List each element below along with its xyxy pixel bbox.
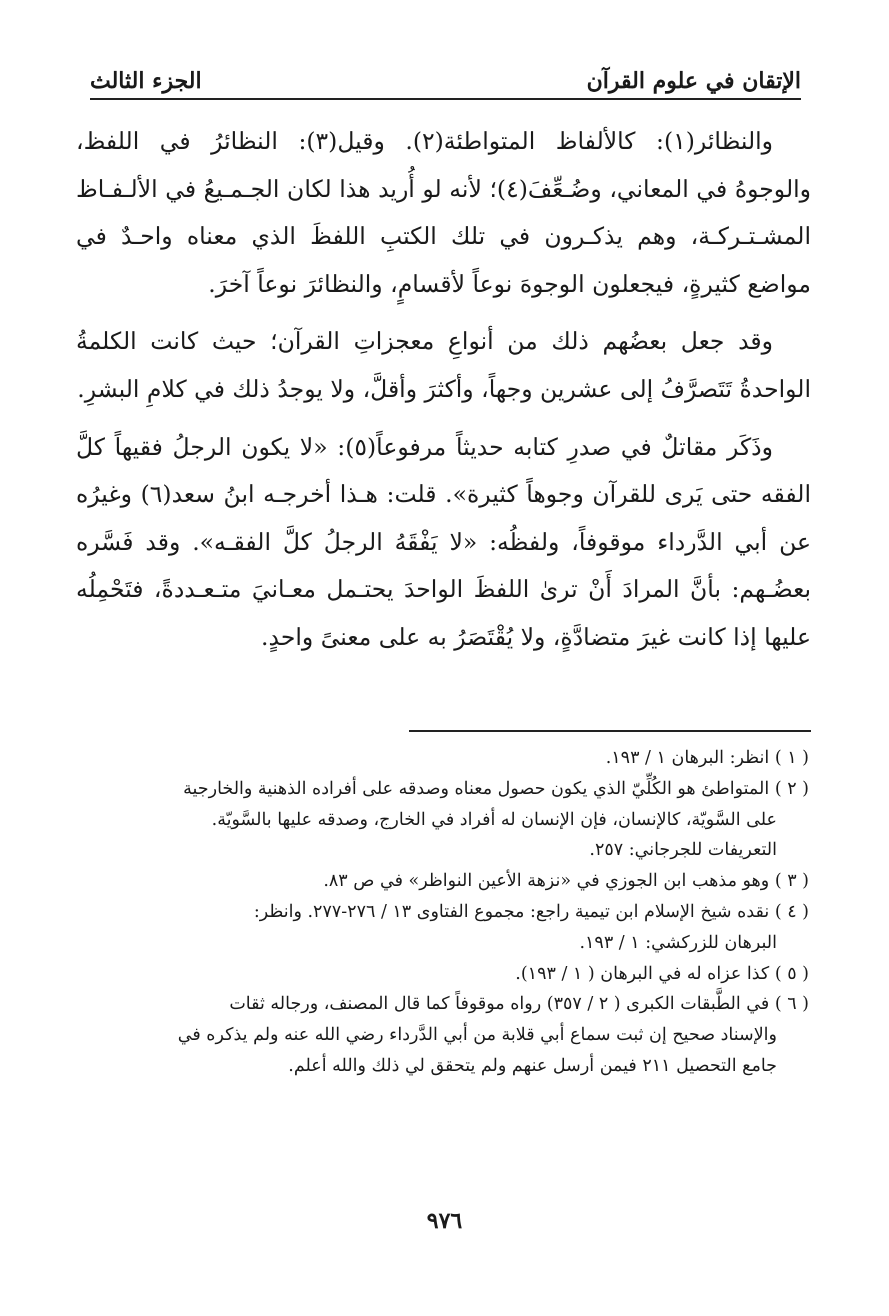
footnote-text: المتواطئ هو الكُلِّيّ الذي يكون حصول معناه وصدقه على أفراده الذهنية والخارجية xyxy=(183,778,770,799)
footnote xyxy=(102,866,809,897)
paragraph: والنظائر(١): كالألفاظ المتواطئة(٢). وقيل(٣): النظائرُ في اللفظ، والوجوهُ في المعاني، وضُـعِّفَ(٤)؛ لأنه لو أُريد هذا لكان الجـمـيعُ في الألـفـاظ المشـتـركـة، وهم يذكـرون في تلك الكتبِ اللفظَ الذي معناه واحـدٌ في مواضع كثيرةٍ، فيجعلون الوجوهَ نوعاً لأقسامٍ، والنظائرَ نوعاً آخرَ. xyxy=(76,127,811,298)
page-number: ٩٧٦ xyxy=(426,1208,463,1234)
footnote-number: ( ٦ ) xyxy=(774,994,809,1015)
footnote xyxy=(102,774,809,866)
footnote-text: انظر: البرهان ١ / ١٩٣. xyxy=(605,748,770,768)
footnote-continuation: جامع التحصيل ٢١١ فيمن أرسل عنهم ولم يتحقق لي ذلك والله أعلم. xyxy=(288,1055,777,1076)
footnote-separator xyxy=(409,730,811,732)
footnote-continuation: البرهان للزركشي: ١ / ١٩٣. xyxy=(579,932,777,953)
main-text xyxy=(76,118,811,662)
footnote xyxy=(102,897,809,959)
footnote xyxy=(102,959,809,990)
footnotes xyxy=(102,743,809,1082)
volume-label: الجزء الثالث xyxy=(90,68,202,94)
footnote-text: في الطَّبقات الكبرى ( ٢ / ٣٥٧) رواه موقوفاً كما قال المصنف، ورجاله ثقات xyxy=(229,994,770,1015)
footnote-text: نقده شيخ الإسلام ابن تيمية راجع: مجموع الفتاوى ١٣ / ٢٧٦-٢٧٧. وانظر: xyxy=(253,901,770,922)
footnote-continuation: والإسناد صحيح إن ثبت سماع أبي قلابة من أبي الدَّرداء رضي الله عنه ولم يذكره في xyxy=(177,1025,777,1046)
paragraph: وذَكَر مقاتلٌ في صدرِ كتابه حديثاً مرفوعاً(٥): «لا يكون الرجلُ فقيهاً كلَّ الفقه حتى يَرى للقرآن وجوهاً كثيرة». قلت: هـذا أخرجـه ابنُ سعد(٦) وغيرُه عن أبي الدَّرداء موقوفاً، ولفظُه: «لا يَفْقَهُ الرجلُ كلَّ الفقـه». وقد فَسَّره بعضُـهم: بأنَّ المرادَ أَنْ ترىٰ اللفظَ الواحدَ يحتـمل معـانيَ متـعـددةً، فتَحْمِلُه عليها إذا كانت غيرَ متضادَّةٍ، ولا يُقْتَصَرُ به على معنىً واحدٍ. xyxy=(76,432,811,651)
footnote-text: كذا عزاه له في البرهان ( ١ / ١٩٣). xyxy=(515,963,770,984)
running-header xyxy=(90,48,801,100)
book-title: الإتقان في علوم القرآن xyxy=(586,68,801,94)
footnote-number: ( ٥ ) xyxy=(774,963,809,984)
footnote-text: وهو مذهب ابن الجوزي في «نزهة الأعين النواظر» في ص ٨٣. xyxy=(323,871,770,892)
footnote-number: ( ٢ ) xyxy=(774,778,809,799)
footnote-continuation: التعريفات للجرجاني: ٢٥٧. xyxy=(589,840,777,861)
footnote-number: ( ١ ) xyxy=(774,748,809,768)
footnote-number: ( ٤ ) xyxy=(774,901,809,922)
footnote-number: ( ٣ ) xyxy=(774,871,809,892)
footnote-continuation: على السَّويّة، كالإنسان، فإن الإنسان له أفراد في الخارج، وصدقه عليها بالسَّويّة. xyxy=(211,809,777,830)
footnote xyxy=(102,989,809,1081)
footnote xyxy=(102,743,809,774)
paragraph: وقد جعل بعضُهم ذلك من أنواعِ معجزاتِ القرآن؛ حيث كانت الكلمةُ الواحدةُ تَتَصرَّفُ إلى عشرين وجهاً، وأكثرَ وأقلَّ، ولا يوجدُ ذلك في كلامِ البشرِ. xyxy=(76,327,811,403)
